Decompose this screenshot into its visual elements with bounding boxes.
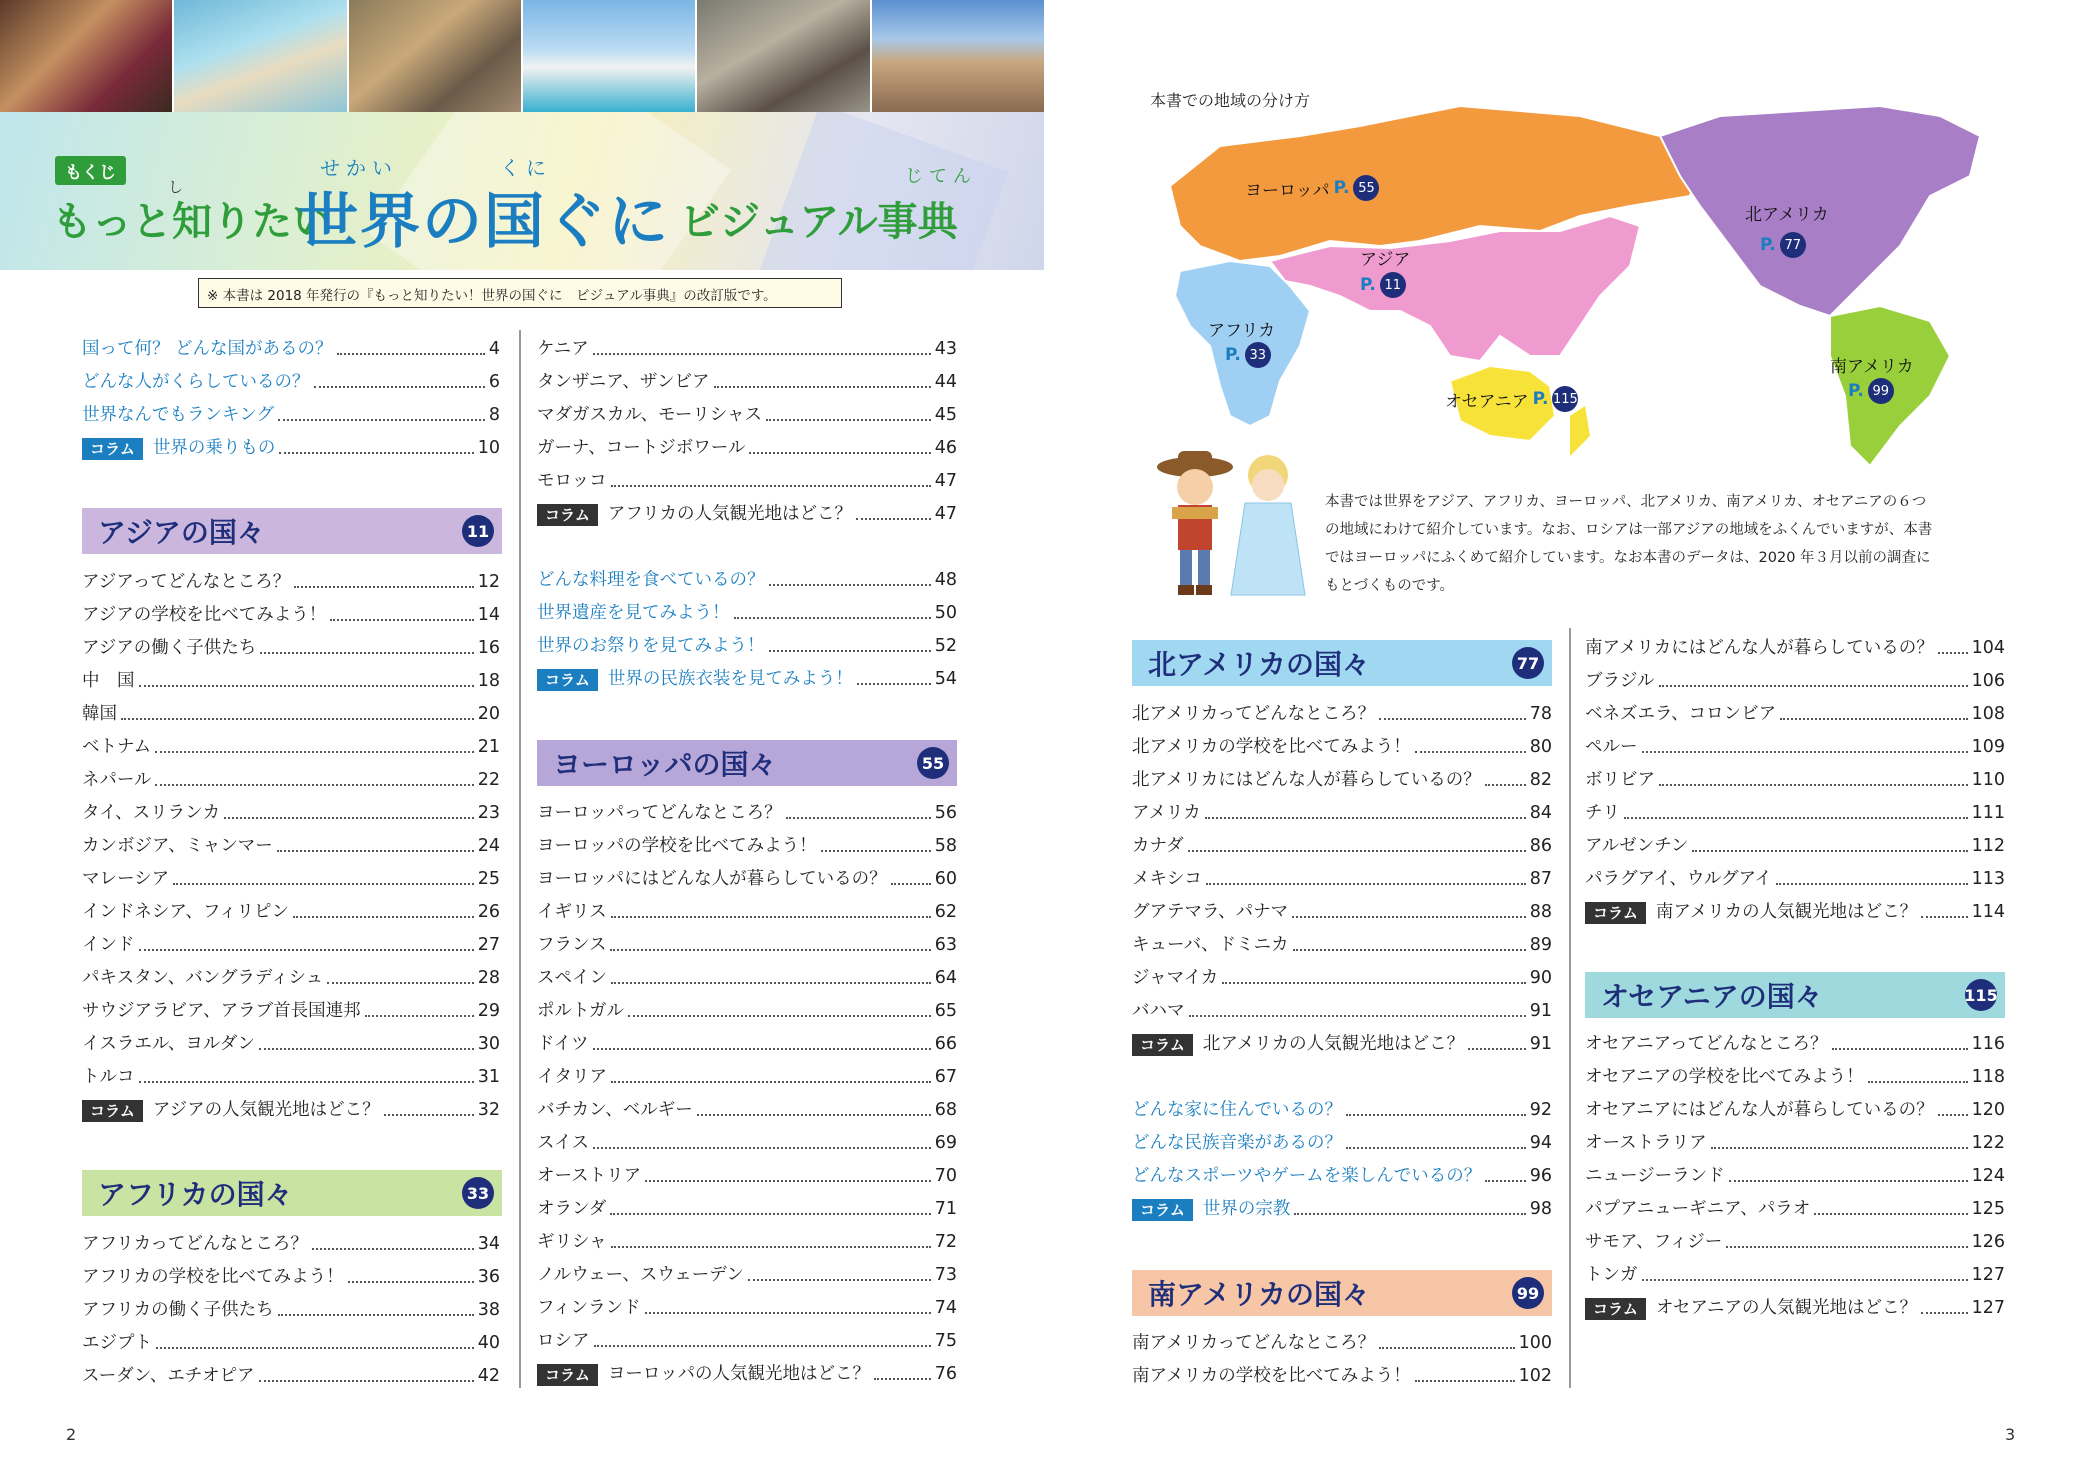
toc-column-entry[interactable]: コラム 南アメリカの人気観光地はどこ？ 114: [1585, 900, 2005, 924]
toc-entry[interactable]: フランス 63: [537, 935, 957, 955]
ruby-kuni: くに: [500, 156, 552, 180]
map-label-north-america[interactable]: 北アメリカ: [1745, 205, 1829, 225]
toc-entry[interactable]: パプアニューギニア、パラオ 125: [1585, 1199, 2005, 1219]
toc-entry[interactable]: どんな料理を食べているの？ 48: [537, 570, 957, 590]
toc-column-entry[interactable]: コラム アジアの人気観光地はどこ？ 32: [82, 1098, 500, 1122]
toc-entry[interactable]: サウジアラビア、アラブ首長国連邦 29: [82, 1001, 500, 1021]
toc-column-entry[interactable]: コラム 北アメリカの人気観光地はどこ？ 91: [1132, 1032, 1552, 1056]
toc-entry[interactable]: キューバ、ドミニカ 89: [1132, 935, 1552, 955]
toc-entry[interactable]: トンガ 127: [1585, 1265, 2005, 1285]
title-part3: ビジュアル事典: [680, 199, 958, 245]
mokuji-label: もくじ: [55, 156, 126, 185]
section-header-north-america[interactable]: 北アメリカの国々 77: [1132, 640, 1552, 686]
toc-entry[interactable]: タイ、スリランカ 23: [82, 803, 500, 823]
toc-entry[interactable]: スーダン、エチオピア 42: [82, 1366, 500, 1386]
toc-entry[interactable]: ヨーロッパの学校を比べてみよう！ 58: [537, 836, 957, 856]
toc-entry[interactable]: インドネシア、フィリピン 26: [82, 902, 500, 922]
toc-entry[interactable]: 国って何？ どんな国があるの？ 4: [82, 339, 500, 359]
toc-entry[interactable]: 世界のお祭りを見てみよう！ 52: [537, 636, 957, 656]
toc-entry[interactable]: ポルトガル 65: [537, 1001, 957, 1021]
map-label-asia-page[interactable]: P. 11: [1360, 272, 1406, 298]
toc-entry[interactable]: どんな家に住んでいるの？ 92: [1132, 1100, 1552, 1120]
toc-column-entry[interactable]: コラム 世界の民族衣装を見てみよう！ 54: [537, 667, 957, 691]
photo-girl-market: [349, 0, 523, 112]
toc-entry[interactable]: ヨーロッパにはどんな人が暮らしているの？ 60: [537, 869, 957, 889]
toc-entry[interactable]: ニュージーランド 124: [1585, 1166, 2005, 1186]
photo-terraced-pools: [174, 0, 348, 112]
toc-entry[interactable]: オランダ 71: [537, 1199, 957, 1219]
toc-entry[interactable]: オセアニアにはどんな人が暮らしているの？ 120: [1585, 1100, 2005, 1120]
toc-entry[interactable]: アルゼンチン 112: [1585, 836, 2005, 856]
photo-white-dunes: [523, 0, 697, 112]
toc-entry[interactable]: 北アメリカってどんなところ？ 78: [1132, 704, 1552, 724]
revision-note: ※ 本書は 2018 年発行の『もっと知りたい！世界の国ぐに ビジュアル事典』の改訂版です。: [198, 278, 842, 308]
toc-entry[interactable]: 世界遺産を見てみよう！ 50: [537, 603, 957, 623]
toc-entry[interactable]: ベトナム 21: [82, 737, 500, 757]
map-label-oceania[interactable]: オセアニア P. 115: [1445, 386, 1578, 412]
toc-entry[interactable]: バチカン、ベルギー 68: [537, 1100, 957, 1120]
map-label-south-america[interactable]: 南アメリカ: [1830, 357, 1914, 377]
map-label-europe[interactable]: ヨーロッパ P. 55: [1245, 175, 1379, 201]
toc-entry[interactable]: ベネズエラ、コロンビア 108: [1585, 704, 2005, 724]
photo-cathedral: [872, 0, 1044, 112]
toc-entry[interactable]: カンボジア、ミャンマー 24: [82, 836, 500, 856]
toc-entry[interactable]: ブラジル 106: [1585, 671, 2005, 691]
toc-entry[interactable]: アフリカってどんなところ？ 34: [82, 1234, 500, 1254]
toc-entry[interactable]: バハマ 91: [1132, 1001, 1552, 1021]
toc-entry[interactable]: インド 27: [82, 935, 500, 955]
toc-entry[interactable]: メキシコ 87: [1132, 869, 1552, 889]
toc-entry[interactable]: オセアニアってどんなところ？ 116: [1585, 1034, 2005, 1054]
toc-entry[interactable]: 南アメリカってどんなところ？ 100: [1132, 1333, 1552, 1353]
section-header-africa[interactable]: アフリカの国々 33: [82, 1170, 502, 1216]
toc-column-entry[interactable]: コラム 世界の乗りもの 10: [82, 436, 500, 460]
toc-entry[interactable]: トルコ 31: [82, 1067, 500, 1087]
toc-entry[interactable]: ロシア 75: [537, 1331, 957, 1351]
toc-entry[interactable]: ノルウェー、スウェーデン 73: [537, 1265, 957, 1285]
toc-entry[interactable]: オーストリア 70: [537, 1166, 957, 1186]
toc-entry[interactable]: 南アメリカにはどんな人が暮らしているの？ 104: [1585, 638, 2005, 658]
toc-entry[interactable]: どんなスポーツやゲームを楽しんでいるの？ 96: [1132, 1166, 1552, 1186]
toc-entry[interactable]: スイス 69: [537, 1133, 957, 1153]
toc-entry[interactable]: 世界なんでもランキング 8: [82, 405, 500, 425]
section-header-europe[interactable]: ヨーロッパの国々 55: [537, 740, 957, 786]
divider-left: [519, 330, 521, 1388]
map-description: 本書では世界をアジア、アフリカ、ヨーロッパ、北アメリカ、南アメリカ、オセアニアの６つ の地域にわけて紹介しています。なお、ロシアは一部アジアの地域をふくんでいますが、本書 ではヨーロッパにふくめて紹介しています。なお本書のデータは、2020 年３月以前の調査に もとづくものです。: [1325, 494, 1933, 594]
toc-entry[interactable]: カナダ 86: [1132, 836, 1552, 856]
toc-entry[interactable]: モロッコ 47: [537, 471, 957, 491]
toc-entry[interactable]: アジアの学校を比べてみよう！ 14: [82, 605, 500, 625]
ruby-jiten: じてん: [905, 166, 977, 187]
kids-illustration: [1150, 445, 1310, 600]
map-label-asia[interactable]: アジア: [1360, 250, 1411, 270]
toc-entry[interactable]: アフリカの働く子供たち 38: [82, 1300, 500, 1320]
toc-column-entry[interactable]: コラム オセアニアの人気観光地はどこ？ 127: [1585, 1296, 2005, 1320]
toc-entry[interactable]: マダガスカル、モーリシャス 45: [537, 405, 957, 425]
toc-entry[interactable]: マレーシア 25: [82, 869, 500, 889]
page-number-right: 3: [2005, 1425, 2016, 1444]
photo-strip: [0, 0, 1044, 112]
toc-entry[interactable]: アジアの働く子供たち 16: [82, 638, 500, 658]
page-number-left: 2: [66, 1425, 77, 1444]
toc-entry[interactable]: ギリシャ 72: [537, 1232, 957, 1252]
toc-entry[interactable]: イタリア 67: [537, 1067, 957, 1087]
toc-entry[interactable]: グアテマラ、パナマ 88: [1132, 902, 1552, 922]
divider-right: [1569, 628, 1571, 1388]
map-label-sa-page[interactable]: P. 99: [1848, 378, 1894, 404]
toc-entry[interactable]: オーストラリア 122: [1585, 1133, 2005, 1153]
toc-column-entry[interactable]: コラム アフリカの人気観光地はどこ？ 47: [537, 502, 957, 526]
toc-entry[interactable]: パラグアイ、ウルグアイ 113: [1585, 869, 2005, 889]
toc-entry[interactable]: アジアってどんなところ？ 12: [82, 572, 500, 592]
toc-entry[interactable]: パキスタン、バングラディシュ 28: [82, 968, 500, 988]
toc-entry[interactable]: ネパール 22: [82, 770, 500, 790]
toc-column-entry[interactable]: コラム 世界の宗教 98: [1132, 1197, 1552, 1221]
toc-entry[interactable]: ペルー 109: [1585, 737, 2005, 757]
toc-entry[interactable]: イスラエル、ヨルダン 30: [82, 1034, 500, 1054]
ruby-sekai: せかい: [320, 156, 398, 180]
toc-entry[interactable]: オセアニアの学校を比べてみよう！ 118: [1585, 1067, 2005, 1087]
photo-classroom: [697, 0, 871, 112]
toc-entry[interactable]: アメリカ 84: [1132, 803, 1552, 823]
title-band: [0, 112, 1044, 270]
toc-entry[interactable]: サモア、フィジー 126: [1585, 1232, 2005, 1252]
toc-column-entry[interactable]: コラム ヨーロッパの人気観光地はどこ？ 76: [537, 1362, 957, 1386]
toc-entry[interactable]: ジャマイカ 90: [1132, 968, 1552, 988]
toc-entry[interactable]: タンザニア、ザンビア 44: [537, 372, 957, 392]
toc-entry[interactable]: チリ 111: [1585, 803, 2005, 823]
toc-entry[interactable]: ケニア 43: [537, 339, 957, 359]
section-header-oceania[interactable]: オセアニアの国々 115: [1585, 972, 2005, 1018]
world-map: [1160, 96, 1990, 476]
toc-entry[interactable]: ガーナ、コートジボワール 46: [537, 438, 957, 458]
toc-entry[interactable]: 北アメリカにはどんな人が暮らしているの？ 82: [1132, 770, 1552, 790]
section-header-asia[interactable]: アジアの国々 11: [82, 508, 502, 554]
toc-entry[interactable]: ヨーロッパってどんなところ？ 56: [537, 803, 957, 823]
toc-entry[interactable]: フィンランド 74: [537, 1298, 957, 1318]
map-label-africa[interactable]: アフリカ: [1208, 321, 1276, 341]
toc-entry[interactable]: どんな民族音楽があるの？ 94: [1132, 1133, 1552, 1153]
toc-entry[interactable]: アフリカの学校を比べてみよう！ 36: [82, 1267, 500, 1287]
toc-entry[interactable]: スペイン 64: [537, 968, 957, 988]
toc-entry[interactable]: ボリビア 110: [1585, 770, 2005, 790]
ruby-shi: し: [168, 178, 184, 196]
toc-entry[interactable]: エジプト 40: [82, 1333, 500, 1353]
title-part2: 世界の国ぐに: [298, 187, 670, 257]
toc-entry[interactable]: 南アメリカの学校を比べてみよう！ 102: [1132, 1366, 1552, 1386]
map-label-africa-page[interactable]: P. 33: [1225, 342, 1271, 368]
map-label-na-page[interactable]: P. 77: [1760, 232, 1806, 258]
toc-entry[interactable]: 中 国 18: [82, 671, 500, 691]
photo-boy-fruit: [0, 0, 174, 112]
toc-entry[interactable]: 韓国 20: [82, 704, 500, 724]
toc-entry[interactable]: イギリス 62: [537, 902, 957, 922]
map-title: 本書での地域の分け方: [1150, 91, 1311, 110]
toc-entry[interactable]: 北アメリカの学校を比べてみよう！ 80: [1132, 737, 1552, 757]
toc-entry[interactable]: どんな人がくらしているの？ 6: [82, 372, 500, 392]
section-header-south-america[interactable]: 南アメリカの国々 99: [1132, 1270, 1552, 1316]
title-part1: もっと知りたい: [52, 199, 332, 245]
toc-entry[interactable]: ドイツ 66: [537, 1034, 957, 1054]
